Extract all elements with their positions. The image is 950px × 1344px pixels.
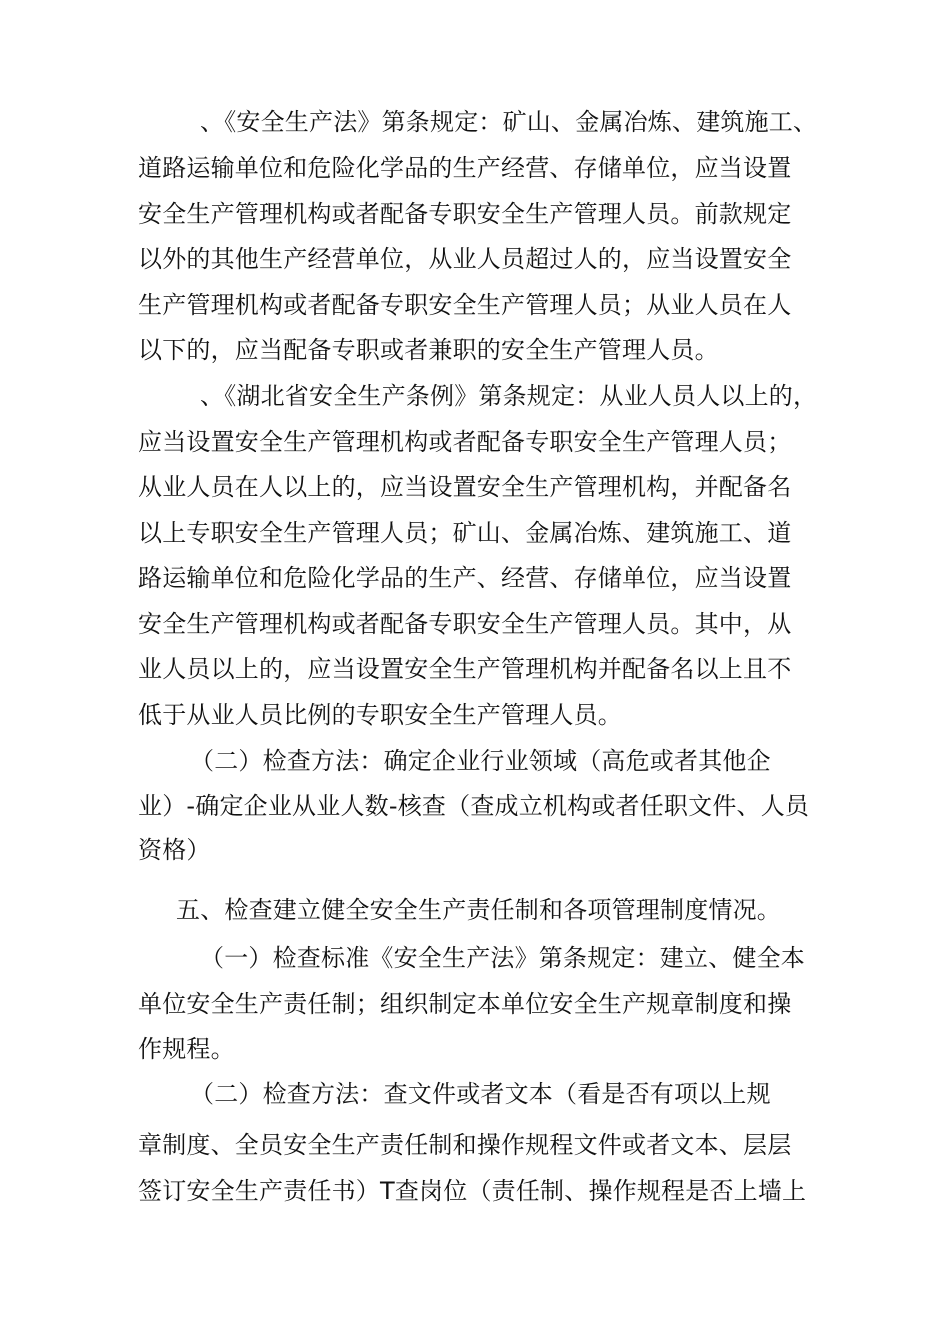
text-line: （二）检查方法：查文件或者文本（看是否有项以上规: [190, 1080, 771, 1108]
text-line: 以上专职安全生产管理人员；矿山、金属冶炼、建筑施工、道: [138, 519, 792, 547]
text-line: 业）-确定企业从业人数-核查（查成立机构或者任职文件、人员: [138, 792, 810, 820]
text-line: 从业人员在人以上的，应当设置安全生产管理机构，并配备名: [138, 473, 792, 501]
text-line: 低于从业人员比例的专职安全生产管理人员。: [138, 701, 622, 729]
text-line: 、《安全生产法》第条规定：矿山、金属冶炼、建筑施工、: [200, 108, 818, 136]
text-line: 作规程。: [138, 1035, 235, 1063]
text-line: 道路运输单位和危险化学品的生产经营、存储单位，应当设置: [138, 154, 792, 182]
text-line: 安全生产管理机构或者配备专职安全生产管理人员。前款规定: [138, 200, 792, 228]
text-line: 生产管理机构或者配备专职安全生产管理人员；从业人员在人: [138, 291, 792, 319]
text-line: （二）检查方法：确定企业行业领域（高危或者其他企: [190, 747, 771, 775]
text-line: 路运输单位和危险化学品的生产、经营、存储单位，应当设置: [138, 564, 792, 592]
text-line: 签订安全生产责任书）T查岗位（责任制、操作规程是否上墙上: [138, 1177, 807, 1205]
text-line: 以下的，应当配备专职或者兼职的安全生产管理人员。: [138, 336, 719, 364]
text-line: 单位安全生产责任制；组织制定本单位安全生产规章制度和操: [138, 990, 792, 1018]
section-heading: 五、检查建立健全安全生产责任制和各项管理制度情况。: [176, 896, 781, 924]
text-line: （一）检查标准《安全生产法》第条规定：建立、健全本: [200, 944, 805, 972]
text-line: 资格）: [138, 836, 211, 864]
text-line: 应当设置安全生产管理机构或者配备专职安全生产管理人员；: [138, 428, 792, 456]
text-line: 以外的其他生产经营单位，从业人员超过人的，应当设置安全: [138, 245, 792, 273]
text-line: 章制度、全员安全生产责任制和操作规程文件或者文本、层层: [138, 1131, 792, 1159]
text-line: 、《湖北省安全生产条例》第条规定：从业人员人以上的，: [200, 382, 818, 410]
text-line: 业人员以上的，应当设置安全生产管理机构并配备名以上且不: [138, 655, 792, 683]
text-line: 安全生产管理机构或者配备专职安全生产管理人员。其中，从: [138, 610, 792, 638]
